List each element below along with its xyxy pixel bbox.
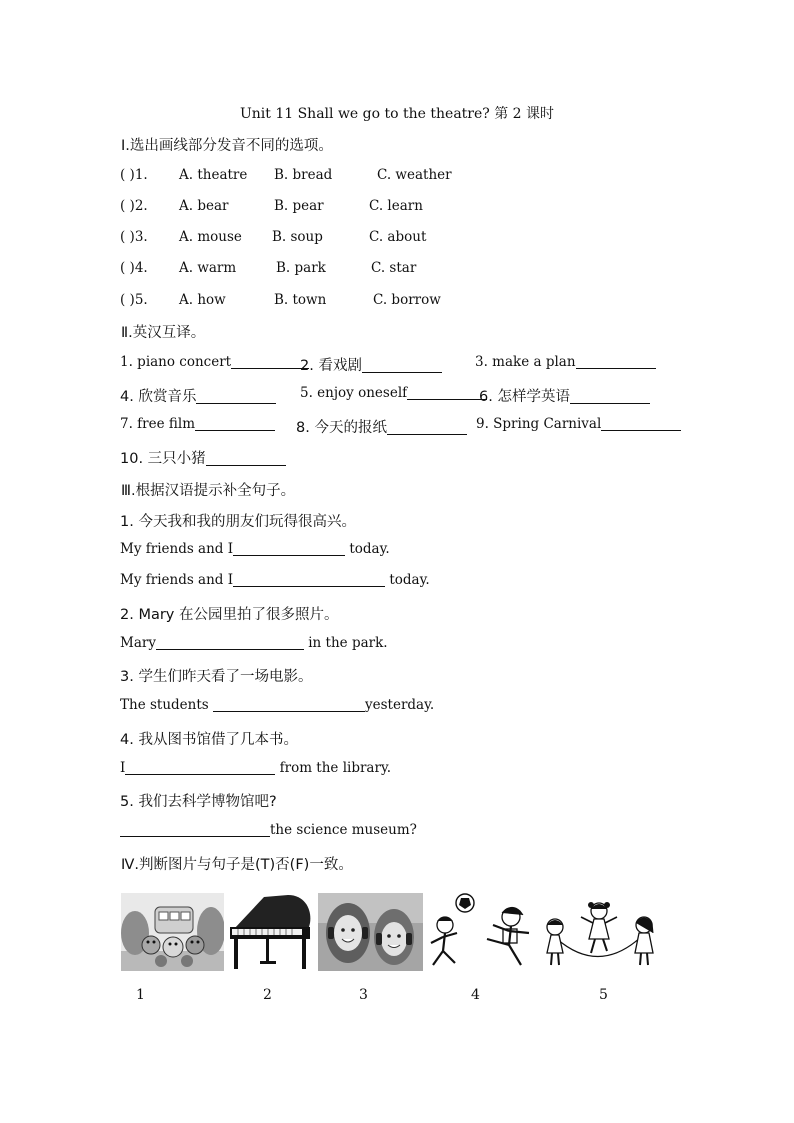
answer-blank[interactable] — [407, 385, 487, 400]
page-title: Unit 11 Shall we go to the theatre? 第 2 课时 — [239, 106, 555, 122]
answer-blank[interactable] — [206, 451, 286, 466]
sentence-4-english: I from the library. — [120, 760, 392, 776]
sentence-3-english: The students yesterday. — [120, 697, 435, 713]
translation-item-8: 8. 今天的报纸 — [296, 416, 467, 437]
boys-playing-football-picture — [425, 893, 540, 971]
translation-item-3: 3. make a plan — [475, 354, 656, 370]
option-b: B. park — [276, 260, 326, 276]
cartoon-animals-bus-picture — [121, 893, 224, 971]
translation-item-2: 2. 看戏剧 — [300, 354, 442, 375]
sentence-2-chinese: 2. Mary 在公园里拍了很多照片。 — [120, 607, 339, 623]
translation-item-5: 5. enjoy oneself — [300, 385, 487, 401]
answer-paren[interactable]: ( )2. — [120, 198, 148, 214]
answer-blank[interactable] — [231, 354, 309, 369]
option-b: B. pear — [274, 198, 324, 214]
translation-item-7: 7. free film — [120, 416, 275, 432]
answer-blank[interactable] — [156, 635, 304, 650]
option-b: B. bread — [274, 167, 333, 183]
sentence-1-english-b: My friends and I today. — [120, 572, 430, 588]
option-a: A. theatre — [179, 167, 248, 183]
sentence-1-chinese: 1. 今天我和我的朋友们玩得很高兴。 — [120, 514, 356, 530]
translation-item-6: 6. 怎样学英语 — [479, 385, 650, 406]
sentence-4-chinese: 4. 我从图书馆借了几本书。 — [120, 732, 298, 748]
picture-1-number: 1 — [136, 987, 145, 1003]
answer-paren[interactable]: ( )4. — [120, 260, 148, 276]
translation-item-1: 1. piano concert — [120, 354, 309, 370]
picture-4-number: 4 — [471, 987, 480, 1003]
translation-item-10: 10. 三只小猪 — [120, 447, 286, 468]
sentence-3-chinese: 3. 学生们昨天看了一场电影。 — [120, 669, 313, 685]
answer-blank[interactable] — [387, 420, 467, 435]
answer-blank[interactable] — [570, 389, 650, 404]
answer-blank[interactable] — [213, 697, 365, 712]
picture-5-number: 5 — [599, 987, 608, 1003]
option-b: B. town — [274, 292, 327, 308]
answer-blank[interactable] — [601, 416, 681, 431]
answer-blank[interactable] — [195, 416, 275, 431]
option-c: C. weather — [377, 167, 452, 183]
section-4-heading: Ⅳ.判断图片与句子是(T)否(F)一致。 — [121, 857, 353, 873]
sentence-2-english: Mary in the park. — [120, 635, 388, 651]
option-a: A. bear — [179, 198, 229, 214]
sentence-5-chinese: 5. 我们去科学博物馆吧? — [120, 794, 277, 810]
option-c: C. about — [369, 229, 427, 245]
answer-blank[interactable] — [576, 354, 656, 369]
answer-paren[interactable]: ( )5. — [120, 292, 148, 308]
picture-3-number: 3 — [359, 987, 368, 1003]
answer-blank[interactable] — [362, 358, 442, 373]
option-a: A. mouse — [179, 229, 242, 245]
option-a: A. how — [179, 292, 226, 308]
section-2-heading: Ⅱ.英汉互译。 — [121, 325, 206, 341]
answer-blank[interactable] — [196, 389, 276, 404]
answer-blank[interactable] — [120, 822, 270, 837]
translation-item-9: 9. Spring Carnival — [476, 416, 681, 432]
section-3-heading: Ⅲ.根据汉语提示补全句子。 — [121, 483, 296, 499]
option-c: C. learn — [369, 198, 423, 214]
translation-item-4: 4. 欣赏音乐 — [120, 385, 276, 406]
section-1-heading: Ⅰ.选出画线部分发音不同的选项。 — [121, 138, 333, 154]
option-c: C. star — [371, 260, 417, 276]
answer-paren[interactable]: ( )3. — [120, 229, 148, 245]
answer-blank[interactable] — [125, 760, 275, 775]
option-c: C. borrow — [373, 292, 441, 308]
girls-with-headphones-picture — [318, 893, 423, 971]
answer-blank[interactable] — [233, 541, 345, 556]
option-a: A. warm — [179, 260, 237, 276]
picture-2-number: 2 — [263, 987, 272, 1003]
grand-piano-picture — [226, 893, 316, 971]
answer-paren[interactable]: ( )1. — [120, 167, 148, 183]
sentence-5-english: the science museum? — [120, 822, 417, 838]
sentence-1-english-a: My friends and I today. — [120, 541, 390, 557]
answer-blank[interactable] — [233, 572, 385, 587]
girls-skipping-rope-picture — [541, 893, 659, 971]
option-b: B. soup — [272, 229, 323, 245]
